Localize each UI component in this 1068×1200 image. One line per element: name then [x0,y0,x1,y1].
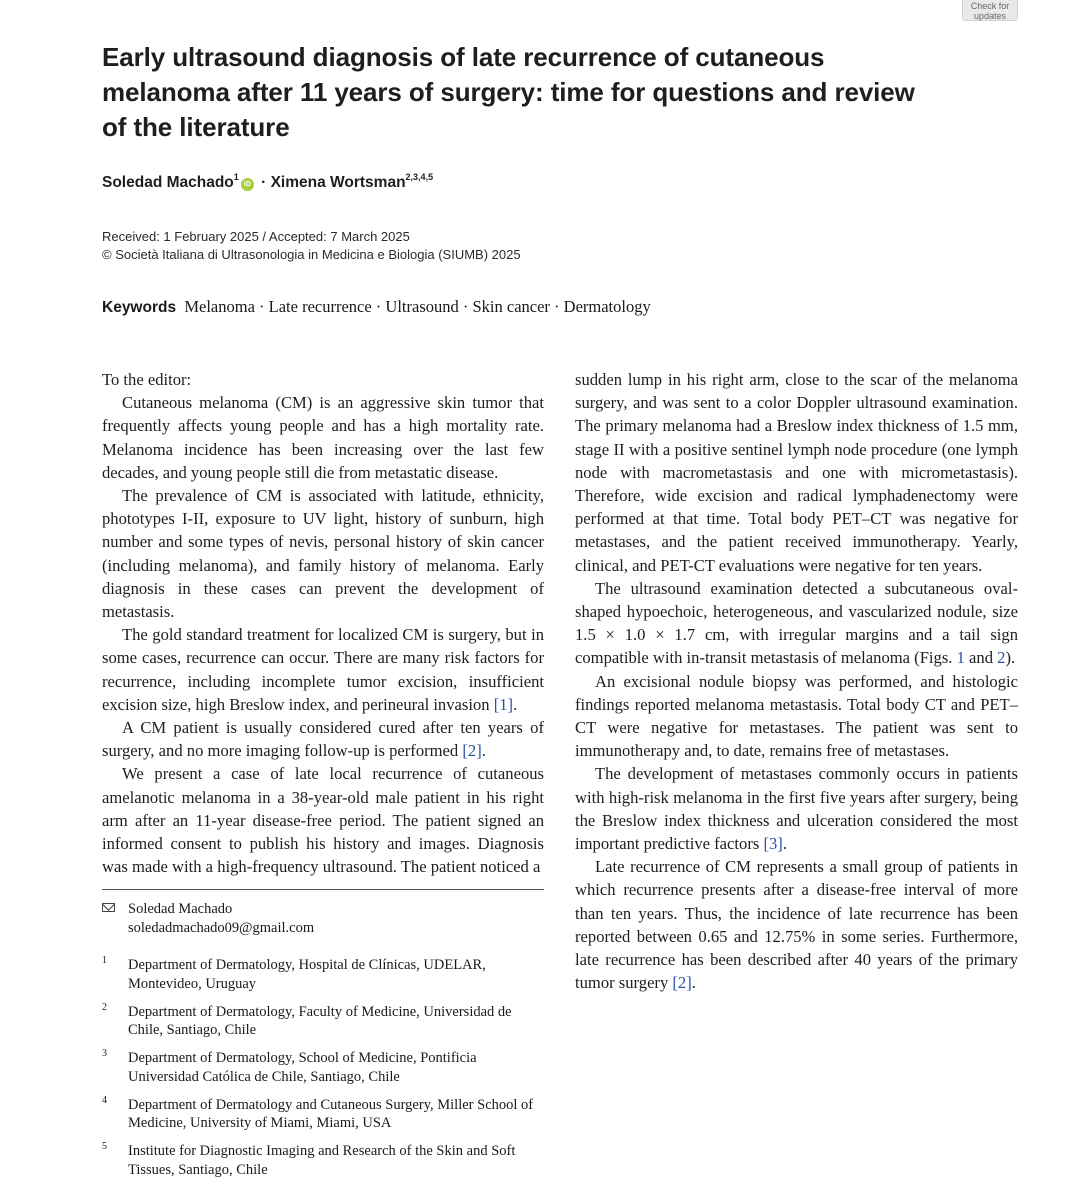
correspondence [102,900,314,938]
badge-line-1: Check for [970,1,1010,11]
author-separator: · [261,174,267,191]
affiliation-item [102,1049,544,1086]
paragraph: The gold standard treatment for localized CM is surgery, but in some cases, recurrence can occur. There are many risk factors for recurrence, including incomplete tumor excision, insufficient excision size, high Breslow index, and perineural invasion [1]. [102,625,544,714]
badge-line-2: updates [973,11,1007,21]
copyright-line: © Società Italiana di Ultrasonologia in Medicina e Biologia (SIUMB) 2025 [102,247,521,262]
affiliation-number: 4 [102,1094,107,1106]
body-column-left [102,368,544,878]
affiliation-text: Department of Dermatology and Cutaneous Surgery, Miller School of Medicine, University of Miami, Miami, USA [128,1096,534,1131]
affiliation-text: Department of Dermatology, School of Medicine, Pontificia Universidad Católica de Chile, Santiago, Chile [128,1050,477,1085]
article-title: Early ultrasound diagnosis of late recurrence of cutaneous melanoma after 11 years of surgery: time for questions and review of the literature [102,42,915,142]
figure-link[interactable]: 1 [956,648,965,668]
paragraph: The ultrasound examination detected a subcutaneous oval-shaped hypoechoic, heterogeneous, and vascularized nodule, size 1.5 × 1.0 × 1.7 cm, with irregular margins and a tail sign compatible with in-transit metastasis of melanoma (Figs. 1 and 2). [575,578,1018,668]
author-name[interactable]: Soledad Machado [102,174,234,191]
figure-link[interactable]: 2 [997,648,1006,668]
paragraph: Cutaneous melanoma (CM) is an aggressive skin tumor that frequently affects young people and has a high mortality rate. Melanoma incidence has been increasing over the last few decades, and young people still die from metastatic disease. [102,393,544,482]
keywords-line [102,297,651,317]
paragraph-continued: sudden lump in his right arm, close to the scar of the melanoma surgery, and was sent to a color Doppler ultrasound examination. The primary melanoma had a Breslow index thickness of 1.5 mm, stage II with a positive sentinel lymph node procedure (one lymph node with macrometastasis and one with micrometastasis). Therefore, wide excision and radical lymphadenectomy were performed at that time. Total body PET–CT was negative for metastases, and the patient received immunotherapy. Yearly, clinical, and PET-CT evaluations were negative for ten years. [575,370,1018,575]
author-affiliation-sup: 1 [233,172,239,182]
salutation: To the editor: [102,370,192,389]
paragraph: The prevalence of CM is associated with latitude, ethnicity, phototypes I-II, exposure to UV light, history of sunburn, high number and some types of nevis, personal history of skin cancer (including melanoma), and family history of melanoma. Early diagnosis in these cases can prevent the development of metastasis. [102,486,544,622]
correspondence-email[interactable]: soledadmachado09@gmail.com [128,920,315,936]
author-affiliation-sup: 2,3,4,5 [405,172,434,182]
citation-link[interactable]: [2] [672,973,692,993]
affiliation-number: 3 [102,1048,107,1059]
affiliation-number: 1 [102,955,107,966]
paragraph: We present a case of late local recurrence of cutaneous amelanotic melanoma in a 38-year-old male patient in his right arm after an 11-year disease-free period. The patient signed an informed consent to publish his history and images. Diagnosis was made with a high-frequency ultrasound. The patient noticed a [102,764,544,877]
affiliation-text: Department of Dermatology, Hospital de Clínicas, UDELAR, Montevideo, Uruguay [128,957,486,992]
body-column-right [575,368,1018,994]
footnote-divider [102,889,544,890]
paragraph: Late recurrence of CM represents a small group of patients in which recurrence presents after a disease-free interval of more than ten years. Thus, the incidence of late recurrence has been reported between 0.65 and 12.75% in some series. Furthermore, late recurrence has been described after 40 years of the primary tumor surgery [2]. [575,857,1018,993]
author-name[interactable]: Ximena Wortsman [270,174,406,191]
affiliation-item [102,1096,544,1133]
citation-link[interactable]: [1] [493,694,514,714]
envelope-icon [102,903,115,912]
check-for-updates-badge[interactable] [962,0,1018,21]
paragraph: The development of metastases commonly occurs in patients with high-risk melanoma in the first five years after surgery, being the Breslow index thickness and ulceration considered the most important predictive factors [3]. [575,764,1018,854]
affiliation-number: 2 [102,1001,107,1013]
affiliation-item [102,956,544,993]
citation-link[interactable]: [2] [462,741,482,761]
affiliations-list [102,956,544,1189]
affiliation-number: 5 [102,1141,107,1152]
affiliation-text: Department of Dermatology, Faculty of Medicine, Universidad de Chile, Santiago, Chile [128,1003,512,1038]
correspondence-name: Soledad Machado [128,901,233,917]
affiliation-text: Institute for Diagnostic Imaging and Research of the Skin and Soft Tissues, Santiago, Chile [128,1143,516,1178]
orcid-icon[interactable]: iD [241,178,254,191]
citation-link[interactable]: [3] [763,834,783,854]
paragraph: An excisional nodule biopsy was performed, and histologic findings reported melanoma metastasis. Total body CT and PET–CT were negative for metastases. The patient was sent to immunotherapy and, to date, remains free of metastases. [575,671,1018,761]
affiliation-item [102,1142,544,1179]
affiliation-item [102,1003,544,1040]
received-accepted-dates: Received: 1 February 2025 / Accepted: 7 March 2025 [102,229,410,244]
keywords-label: Keywords [102,299,177,316]
author-list [102,172,433,192]
paragraph: A CM patient is usually considered cured after ten years of surgery, and no more imaging follow-up is performed [2]. [102,718,544,761]
keywords-list: Melanoma · Late recurrence · Ultrasound · Skin cancer · Dermatology [184,297,651,316]
